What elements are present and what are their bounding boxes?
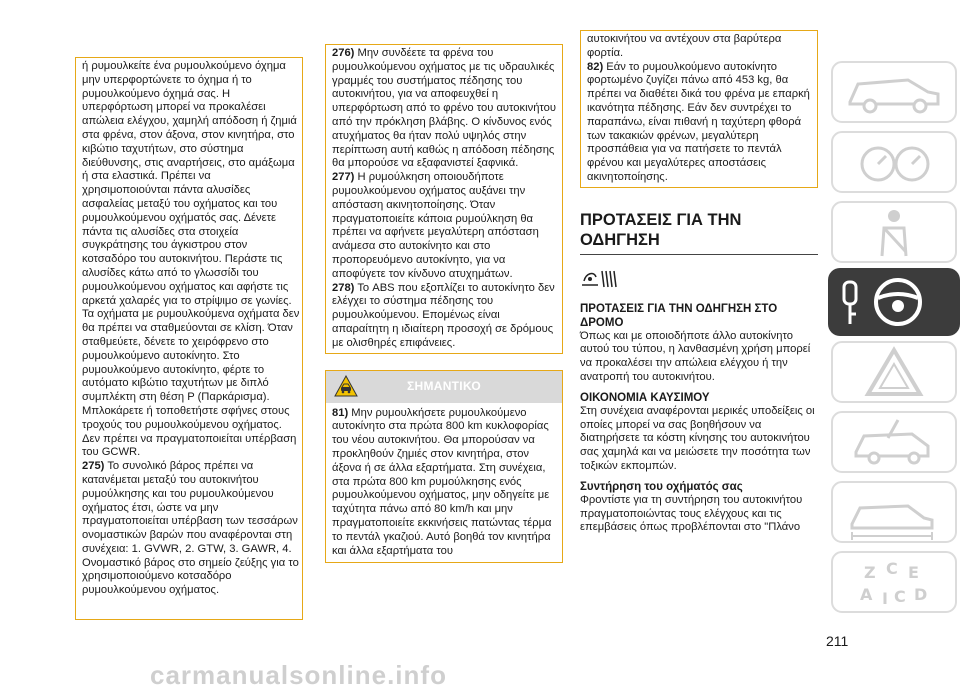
column-1: [75, 57, 303, 620]
tab-index[interactable]: [828, 548, 960, 616]
paragraph-276: 276) Μην συνδέετε τα φρένα του ρυμουλκούμενου οχήματος με τις υδραυλικές γραμμές του συστήματος πέδησης του αυτοκινήτου, για να αποφευχθεί η υπερφόρτωση από το φρένο του αυτοκινήτου από την πρόκληση βλάβης. Ο κίνδυνος ενός ατυχήματος θα ήταν πολύ υψηλός στην περίπτωση αυτή καθώς η απόδοση πέδησης θα μπορούσε να εξαφανιστεί ξαφνικά.: [332, 47, 557, 170]
paragraph: ή ρυμουλκείτε ένα ρυμουλκούμενο όχημα μην υπερφορτώνετε το όχημα ή το ρυμουλκούμενο όχημά σας. Η υπερφόρτωση μπορεί να προκαλέσει απώλεια ελέγχου, χαμηλή απόδοση ή ζημιά στα φρένα, στον άξονα, στον κινητήρα, στο κιβώτιο ταχυτήτων, στο σύστημα διεύθυνσης, στις αναρτήσεις, στο αμάξωμα ή στα ελαστικά. Πρέπει να χρησιμοποιούνται πάντα αλυσίδες ασφαλείας μεταξύ του οχήματος και του ρυμουλκούμενου οχήματός σας. Δένετε πάντα τις αλυσίδες στα στοιχεία συγκράτησης του άγκιστρου στον κοτσαδόρο του αυτοκινήτου. Περάστε τις αλυσίδες κάτω από το γλωσσίδι του ρυμουλκούμενου οχήματος και αφήστε τις αρκετά χαλαρές για το στρίψιμο σε γωνίες. Τα οχήματα με ρυμουλκούμενα οχήματα δεν θα πρέπει να σταθμεύονται σε κλίση. Όταν σταθμεύετε, δένετε το χειρόφρενο στο ρυμουλκούμενο αυτοκίνητο. Στο ρυμουλκούμενο αυτοκίνητο, φέρτε το αυτόματο κιβώτιο ταχυτήτων με διπλό συμπλέκτη στη θέση P (Παρκάρισμα). Μπλοκάρετε ή τοποθετήστε σφήνες στους τροχούς του ρυμουλκούμενου οχήματος. Δεν πρέπει να πραγματοποιείται υπέρβαση του GCWR.: [82, 60, 300, 459]
svg-text:C: C: [894, 587, 906, 606]
paragraph-81: 81) Μην ρυμουλκήσετε ρυμουλκούμενο αυτοκίνητο στα πρώτα 800 km κυκλοφορίας του νέου αυτοκινήτου. Θα μπορούσαν να προκληθούν ζημιές στον κινητήρα, στον άξονα ή σε άλλα εξαρτήματα. Στη συνέχεια, στα πρώτα 800 km ρυμούλκησης ενός ρυμουλκούμενου οχήματος, μην οδηγείτε με ταχύτητα πάνω από 80 km/h και μην πραγματοποιείτε εκκινήσεις πατώντας τέρμα το πεντάλ γκαζιού. Αυτό βοηθά τον κινητήρα και άλλα εξαρτήματα του: [332, 406, 552, 557]
note-number: 276): [332, 47, 355, 59]
car-outline-icon: [828, 58, 960, 126]
svg-text:E: E: [908, 563, 919, 582]
fuel-economy-heading: ΟΙΚΟΝΟΜΙΑ ΚΑΥΣΙΜΟΥ: [580, 391, 710, 404]
tab-maintenance[interactable]: [828, 408, 960, 476]
paragraph: Όπως και με οποιοδήποτε άλλο αυτοκίνητο αυτού του τύπου, η λανθασμένη χρήση μπορεί να προκαλέσει την απώλεια ελέγχου ή την ανατροπή του αυτοκινήτου.: [580, 329, 811, 383]
paragraph-275: 275) Το συνολικό βάρος πρέπει να κατανέμεται μεταξύ του αυτοκινήτου ρυμούλκησης και του ρυμουλκούμενου οχήματος έτσι, ώστε να μην πραγματοποιείται υπέρβαση των τεσσάρων ονομαστικών βαρών που αναφέρονται στη συνέχεια: 1. GVWR, 2. GTW, 3. GAWR, 4. Ονομαστικό βάρος στο σημείο ζεύξης για το χρησιμοποιούμενο κοτσαδόρο ρυμουλκούμενου οχήματος.: [82, 460, 299, 597]
tab-dashboard[interactable]: [828, 128, 960, 196]
continued-text: αυτοκινήτου να αντέχουν στα βαρύτερα φορτία.: [587, 33, 782, 59]
tab-car-overview[interactable]: [828, 58, 960, 126]
tab-safety[interactable]: [828, 198, 960, 266]
car-specifications-icon: [828, 478, 960, 546]
svg-text:C: C: [886, 559, 898, 578]
watermark: carmanualsonline.info: [150, 660, 447, 690]
important-notice: [325, 370, 563, 564]
driving-tips-icon: [580, 267, 620, 291]
subsection-heading: ΠΡΟΤΑΣΕΙΣ ΓΙΑ ΤΗΝ ΟΔΗΓΗΣΗ ΣΤΟ ΔΡΟΜΟ: [580, 302, 778, 329]
maintenance-heading: Συντήρηση του οχήματός σας: [580, 480, 743, 493]
section-heading: ΠΡΟΤΑΣΕΙΣ ΓΙΑ ΤΗΝ ΟΔΗΓΗΣΗ: [580, 210, 818, 255]
alphabet-index-icon: [828, 548, 960, 616]
note-number: 275): [82, 460, 105, 473]
svg-text:I: I: [882, 589, 888, 608]
column-3: [580, 30, 818, 535]
key-steering-wheel-icon: [828, 268, 960, 336]
tab-starting-driving[interactable]: [828, 268, 960, 336]
note-number: 82): [587, 60, 604, 73]
warning-triangle-icon: [828, 338, 960, 406]
tab-emergency[interactable]: [828, 338, 960, 406]
svg-text:Z: Z: [864, 563, 876, 582]
svg-text:A: A: [860, 585, 873, 604]
car-maintenance-icon: [828, 408, 960, 476]
column-2: [325, 44, 563, 563]
notice-body: [326, 403, 562, 563]
tab-technical-specs[interactable]: [828, 478, 960, 546]
note-number: 278): [332, 281, 355, 294]
seat-belt-safety-icon: [828, 198, 960, 266]
paragraph-278: 278) Το ABS που εξοπλίζει το αυτοκίνητο δεν ελέγχει το σύστημα πέδησης του ρυμουλκούμενου. Επομένως είναι απαραίτητη η ιδιαίτερη προσοχή σε δρόμους με ολισθηρές επιφάνειες.: [332, 281, 555, 349]
note-number: 277): [332, 171, 355, 184]
paragraph-277: 277) Η ρυμούλκηση οποιουδήποτε ρυμουλκούμενου οχήματος αυξάνει την απόσταση ακινητοποίησης. Όταν πραγματοποιείτε κάποια ρυμούλκηση θα πρέπει να αφήνετε μεγαλύτερη απόσταση ανάμεσα στο αυτοκίνητο και στο προπορευόμενο αυτοκίνητο, για να αποφύγετε τον κίνδυνο ατυχημάτων.: [332, 171, 539, 280]
dashboard-gauges-icon: [828, 128, 960, 196]
car-warning-icon: [334, 375, 358, 397]
notes-box-continued: [580, 30, 818, 188]
notice-title: ΣΗΜΑΝΤΙΚΟ: [406, 378, 481, 393]
notes-box: [325, 44, 563, 354]
paragraph: Στη συνέχεια αναφέρονται μερικές υποδείξεις οι οποίες μπορεί να σας βοηθήσουν να διατηρήσετε τα κόστη κίνησης του αυτοκινήτου σας χαμηλά και να μειώσετε την ποσότητα των τοξικών εκπομπών.: [580, 404, 815, 472]
paragraph-82: 82) Εάν το ρυμουλκούμενο αυτοκίνητο φορτωμένο ζυγίζει πάνω από 453 kg, θα πρέπει να διαθέτει δικά του φρένα με επαρκή ικανότητα πέδησης. Εάν δεν συντρέχει το παραπάνω, είναι πιθανή η ταχύτερη φθορά των τακακιών φρένων, μεγαλύτερη προσπάθεια για να πατήσετε το πεντάλ φρένου και μεγαλύτερες αποστάσεις ακινητοποίησης.: [587, 60, 810, 183]
page-number: 211: [826, 633, 849, 649]
note-number: 81): [332, 406, 349, 419]
notice-header: [326, 371, 562, 403]
paragraph: Φροντίστε για τη συντήρηση του αυτοκινήτου πραγματοποιώντας τους ελέγχους και τις επεμβάσεις όπως προβλέπονται στο "Πλάνο: [580, 493, 803, 534]
svg-text:D: D: [914, 585, 928, 604]
